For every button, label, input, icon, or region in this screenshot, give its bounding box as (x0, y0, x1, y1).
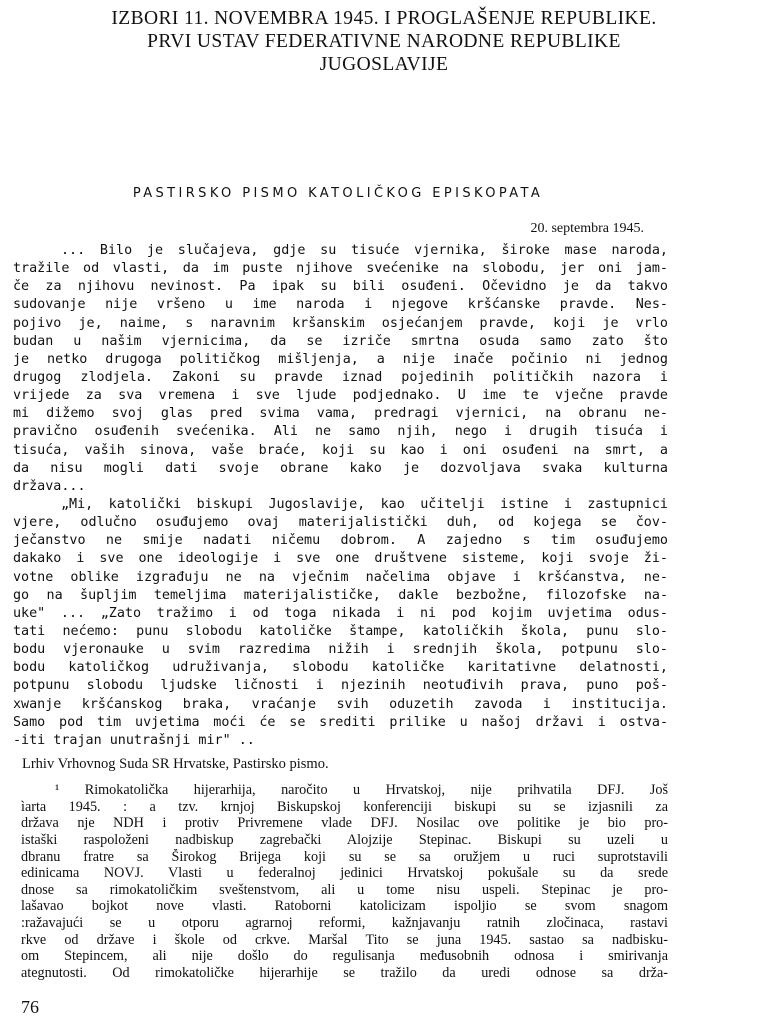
source-note: Lrhiv Vrhovnog Suda SR Hrvatske, Pastirsko pismo. (22, 756, 329, 772)
footnote-line: ¹ Rimokatolička hijerarhija, naročito u Hrvatskoj, nije prihvatila DFJ. Još (55, 782, 668, 798)
body-line: budan u našim vjernicima, da se izriče smrtna osuda samo zato što (13, 333, 668, 349)
body-line: ječanstvo ne smije nadati ničemu dobrom. A zajedno s tim osuđujemo (13, 533, 668, 549)
chapter-heading-line: IZBORI 11. NOVEMBRA 1945. I PROGLAŠENJE REPUBLIKE. (111, 8, 657, 29)
body-line: dakako i sve one ideologije i sve one društvene sisteme, koji svoje ži- (13, 551, 668, 567)
body-line: go na šupljim temeljima materijalističke, dakle bezbožne, filozofske na- (13, 587, 668, 603)
body-line: sudovanje nije vršeno u ime naroda i njegove kršćanske pravde. Nes- (13, 297, 668, 313)
body-line: tisuća, vaših sinova, vaše braće, koji su kao i oni osuđeni na smrt, a (13, 442, 668, 458)
footnote-line: rkve od države i škole od crkve. Maršal Tito se juna 1945. sastao sa nadbisku- (21, 931, 668, 948)
footnote-line: :ražavajući se u otporu agrarnoj reformi, kažnjavanju ratnih zločinaca, rastavi (21, 915, 668, 932)
footnote-line: edinicama NOVJ. Vlasti u federalnoj jedinici Hrvatskoj pokušale su da srede (21, 865, 668, 882)
body-line: tati nećemo: punu slobodu katoličke štampe, katoličkih škola, punu slo- (13, 623, 668, 639)
body-line: bodu katoličkog udruživanja, slobodu katoličke karitativne delatnosti, (13, 660, 668, 676)
body-line: bodu vjeronauke u svim razredima nižih i srednjih škola, potpunu slo- (13, 642, 668, 658)
body-line: votne oblike izgrađuju ne na vječnim načelima objave i kršćanstva, ne- (13, 569, 668, 585)
body-line: mi dižemo svoj glas pred svima vama, predragi vjernici, na obranu ne- (13, 406, 668, 422)
body-line: vrijede za sva vremena i sve ljude podjednako. U ime te vječne pravde (13, 388, 668, 404)
body-line: drugog zlodjela. Zakoni su pravde iznad pojedinih političkih nazora i (13, 369, 668, 385)
footnote-line: ategnutosti. Od rimokatoličke hijerarhije se tražilo da uredi odnose sa drža- (21, 965, 668, 982)
body-line: vjere, odlučno osuđujemo ovaj materijalistički duh, od kojega se čov- (13, 515, 668, 531)
body-line: „Mi, katolički biskupi Jugoslavije, kao učitelji istine i zastupnici (61, 496, 668, 512)
chapter-heading (0, 7, 768, 76)
section-title: PASTIRSKO PISMO KATOLIČKOG EPISKOPATA (132, 186, 544, 201)
chapter-heading-line: PRVI USTAV FEDERATIVNE NARODNE REPUBLIKE (147, 31, 621, 52)
footnote-line: om Stepincem, ali nije došlo do regulisanja međusobnih odnosa i smirivanja (21, 948, 668, 965)
body-line: pravično osuđenih svećenika. Ali ne samo njih, nego i drugih tisuća i (13, 424, 668, 440)
footnote-line: država nje NDH i protiv Privremene vlade DFJ. Nosilac ove politike je bio pro- (21, 815, 668, 832)
footnote-line: lašavao bojkot nove vlasti. Ratoborni katolicizam ispoljio se svom snagom (21, 898, 668, 915)
body-line: država... (13, 478, 86, 494)
letter-date: 20. septembra 1945. (530, 221, 644, 236)
footnote-line: istaški raspoloženi nadbiskup zagrebački Alojzije Stepinac. Biskupi su uzeli u (21, 831, 668, 848)
footnote (21, 782, 668, 982)
body-line: uke" ... „Zato tražimo i od toga nikada i ni pod kojim uvjetima odus- (13, 605, 668, 621)
body-line: ... Bilo je slučajeva, gdje su tisuće vjernika, široke mase naroda, (61, 243, 668, 258)
body-line: potpunu slobodu ljudske ličnosti i njezinih neotuđivih prava, puno poš- (13, 678, 668, 694)
body-line: -iti trajan unutrašnji mir" .. (13, 732, 255, 748)
body-line: xwanje kršćanskog braka, vraćanje svih oduzetih zavoda i institucija. (13, 696, 668, 712)
footnote-line: dbranu fratre sa Širokog Brijega koji su se sa oružjem u ruci suprotstavili (21, 848, 668, 865)
body-line: če za njihovu nevinost. Pa ipak su bili osuđeni. Očevidno je da takvo (13, 279, 668, 295)
body-line: Samo pod tim uvjetima moći će se srediti prilike u našoj državi i ostva- (13, 714, 668, 730)
page-number: 76 (21, 997, 39, 1017)
body-line: da nisu mogli dati svoje obrane kako je dozvoljava svaka kulturna (13, 460, 668, 476)
letter-body (13, 242, 668, 750)
body-line: pojivo je, naime, s naravnim kršanskim osjećanjem pravde, koji je vrlo (13, 315, 668, 331)
chapter-heading-line: JUGOSLAVIJE (319, 54, 449, 75)
body-line: tražile od vlasti, da im puste njihove svećenike na slobodu, jer oni jam- (13, 261, 668, 277)
body-line: je netko drugoga političkog mišljenja, a nije inače počinio ni jednog (13, 351, 668, 367)
footnote-line: ìarta 1945. : a tzv. krnjoj Biskupskoj konferenciji biskupi su se izjasnili za (21, 798, 668, 815)
footnote-line: dnose sa rimokatoličkim sveštenstvom, ali u tome nisu uspeli. Stepinac je pro- (21, 881, 668, 898)
